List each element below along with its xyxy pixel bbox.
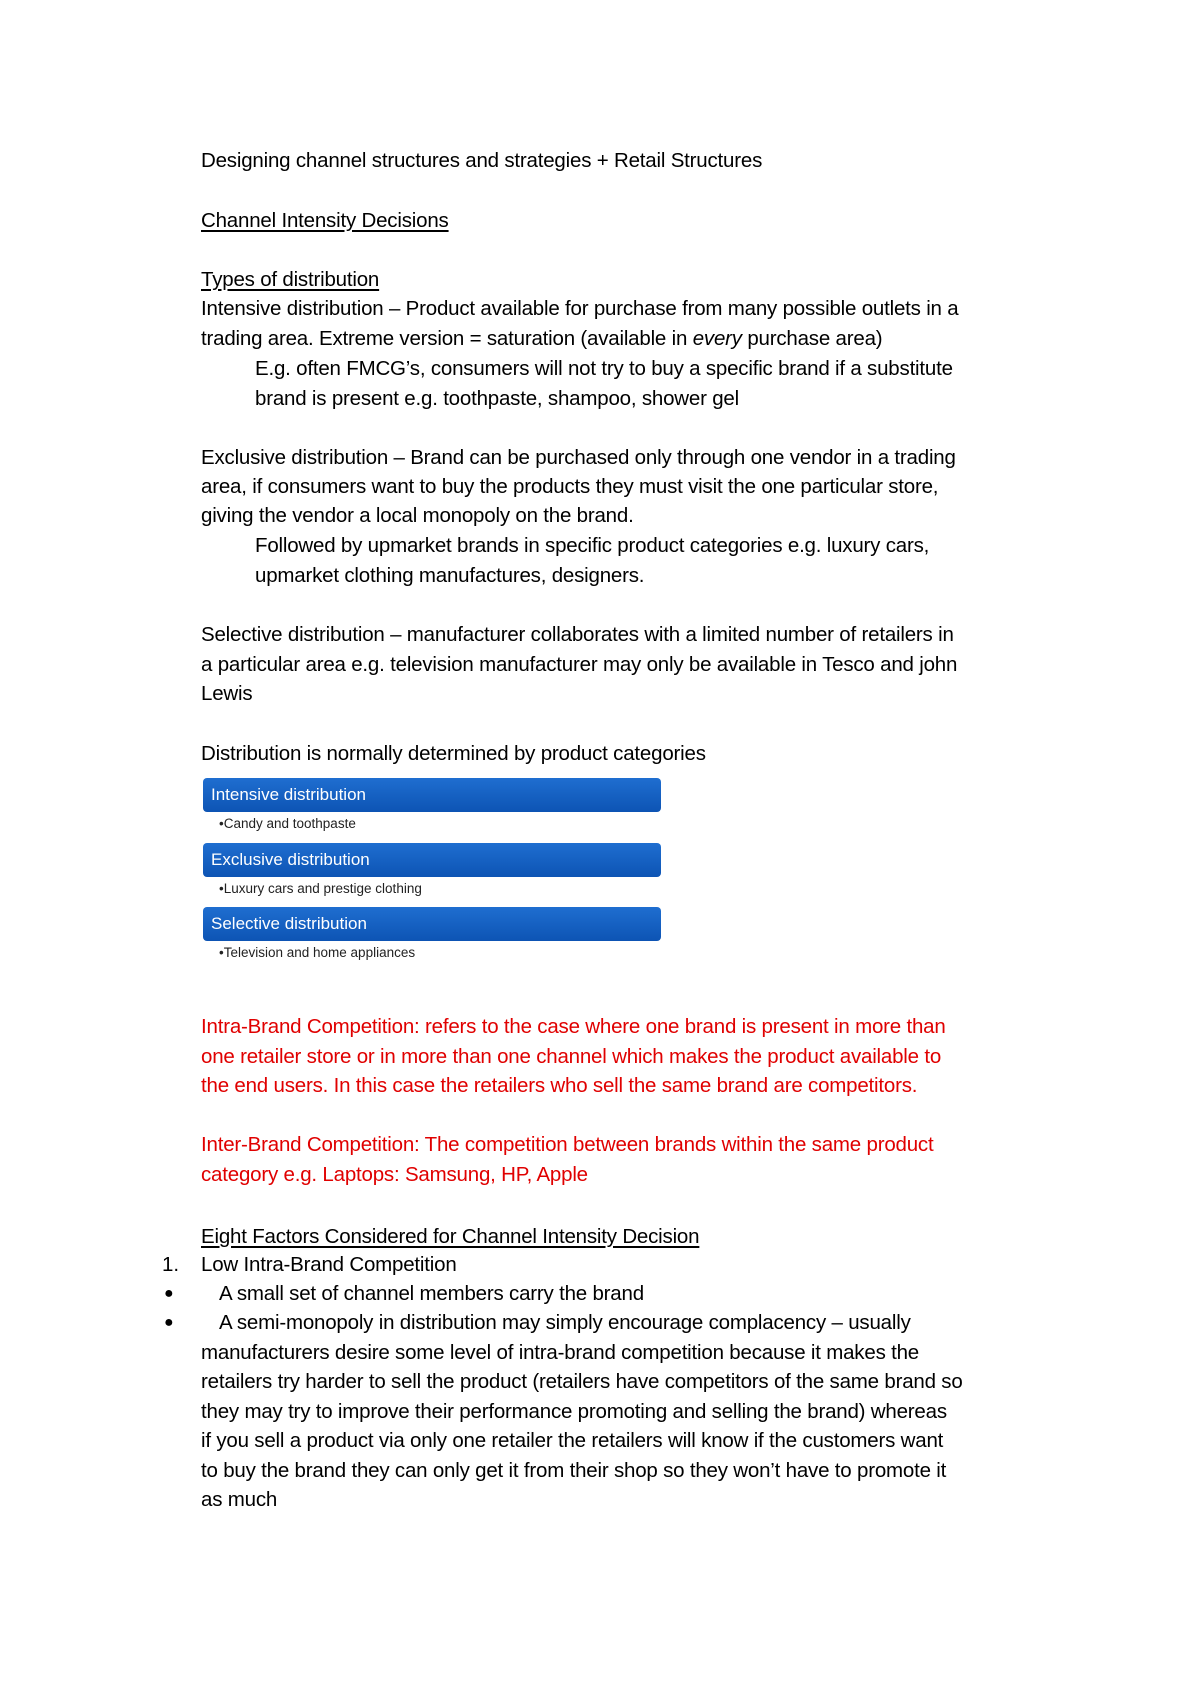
exclusive-example-1: Followed by upmarket brands in specific product categories e.g. luxury cars, — [255, 534, 930, 557]
factor-number: 1. — [162, 1253, 180, 1276]
diagram-bar-exclusive: Exclusive distribution — [203, 843, 661, 877]
intensive-text-end: purchase area) — [741, 327, 883, 350]
bullet-2-line-2: manufacturers desire some level of intra-brand competition because it makes the — [201, 1341, 920, 1364]
inter-line-1: Inter-Brand Competition: The competition between brands within the same product — [201, 1133, 934, 1156]
factors-heading: Eight Factors Considered for Channel Intensity Decision — [201, 1225, 700, 1248]
diagram-bar-selective: Selective distribution — [203, 907, 661, 941]
intensive-emphasis: every — [692, 327, 742, 350]
bullet-2-line-7: as much — [201, 1488, 278, 1511]
exclusive-example-2: upmarket clothing manufactures, designers. — [255, 564, 645, 587]
diagram-example-selective: •Television and home appliances — [219, 945, 416, 960]
bullet-2-line-5: if you sell a product via only one retailer the retailers will know if the customers want — [201, 1429, 944, 1452]
intensive-example-1: E.g. often FMCG’s, consumers will not try to buy a specific brand if a substitute — [255, 357, 953, 380]
diagram-example-exclusive: •Luxury cars and prestige clothing — [219, 881, 422, 896]
intra-line-2: one retailer store or in more than one channel which makes the product available to — [201, 1045, 942, 1068]
diagram-bar-intensive: Intensive distribution — [203, 778, 661, 812]
factor-title: Low Intra-Brand Competition — [201, 1253, 457, 1276]
exclusive-line-1: Exclusive distribution – Brand can be purchased only through one vendor in a trading — [201, 446, 956, 469]
bullet-icon: ● — [164, 1314, 174, 1331]
intensive-line-2 — [201, 324, 882, 354]
intensive-example-2: brand is present e.g. toothpaste, shampoo, shower gel — [255, 387, 739, 410]
bullet-2-line-1: A semi-monopoly in distribution may simply encourage complacency – usually — [219, 1311, 911, 1334]
bullet-icon: ● — [164, 1285, 174, 1302]
diagram-example-intensive: •Candy and toothpaste — [219, 816, 356, 831]
exclusive-line-3: giving the vendor a local monopoly on the brand. — [201, 504, 634, 527]
intensive-text: trading area. Extreme version = saturation (available in — [201, 327, 693, 350]
selective-line-3: Lewis — [201, 682, 253, 705]
intensive-line-1: Intensive distribution – Product available for purchase from many possible outlets in a — [201, 297, 959, 320]
intra-line-3: the end users. In this case the retailers who sell the same brand are competitors. — [201, 1074, 918, 1097]
selective-line-1: Selective distribution – manufacturer collaborates with a limited number of retailers in — [201, 623, 954, 646]
exclusive-line-2: area, if consumers want to buy the products they must visit the one particular store, — [201, 475, 939, 498]
selective-line-2: a particular area e.g. television manufacturer may only be available in Tesco and john — [201, 653, 958, 676]
bullet-2-line-6: to buy the brand they can only get it from their shop so they won’t have to promote it — [201, 1459, 947, 1482]
bullet-2-line-4: they may try to improve their performance promoting and selling the brand) whereas — [201, 1400, 947, 1423]
types-heading: Types of distribution — [201, 268, 380, 291]
distribution-note: Distribution is normally determined by product categories — [201, 742, 706, 765]
intra-line-1: Intra-Brand Competition: refers to the case where one brand is present in more than — [201, 1015, 946, 1038]
bullet-1-text: A small set of channel members carry the brand — [219, 1282, 644, 1305]
document-title: Designing channel structures and strategies + Retail Structures — [201, 149, 763, 172]
bullet-2-line-3: retailers try harder to sell the product (retailers have competitors of the same brand so — [201, 1370, 963, 1393]
inter-line-2: category e.g. Laptops: Samsung, HP, Apple — [201, 1163, 588, 1186]
section-heading: Channel Intensity Decisions — [201, 209, 449, 232]
distribution-diagram — [203, 778, 663, 968]
